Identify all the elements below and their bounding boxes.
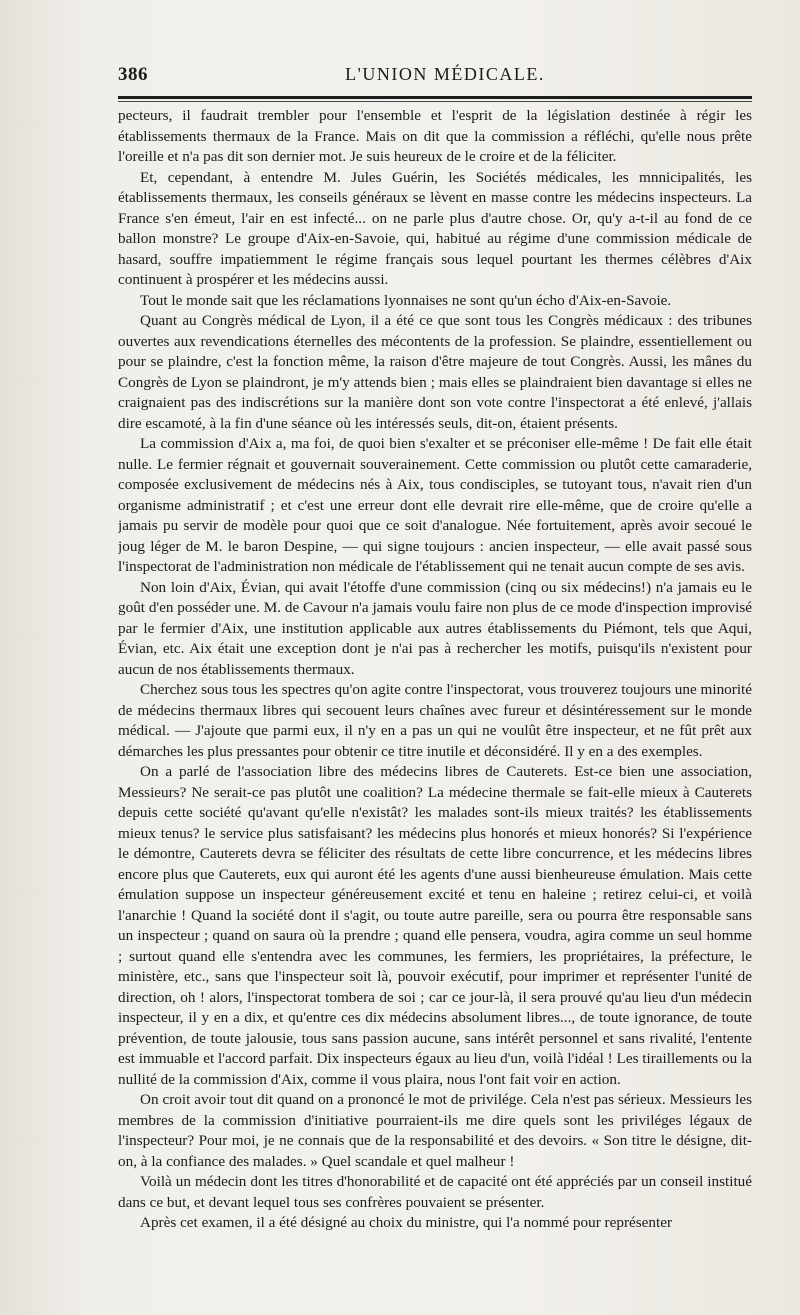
page-header bbox=[118, 62, 752, 92]
page-number: 386 bbox=[118, 64, 148, 85]
paragraph: Non loin d'Aix, Évian, qui avait l'étoffe d'une commission (cinq ou six médecins!) n'a jamais eu le goût d'en posséder une. M. de Cavour n'a jamais voulu faire non plus de ce mode d'inspection improvisé par le fermier d'Aix, une institution applicable aux autres établissements du Piémont, tels que Aqui, Évian, etc. Aix était une exception dont je n'ai pas à rechercher les motifs, puisqu'ils n'existent pour aucun de nos établissements thermaux. bbox=[118, 578, 752, 678]
paragraph: pecteurs, il faudrait trembler pour l'ensemble et l'esprit de la législation destinée à régir les établissements thermaux de la France. Mais on dit que la commission a réfléchi, qu'elle nous prête l'oreille et n'a pas dit son dernier mot. Je suis heureux de le croire et de la féliciter. bbox=[118, 107, 752, 165]
paragraph: Et, cependant, à entendre M. Jules Guérin, les Sociétés médicales, les mnnicipalités, les établissements thermaux, les conseils généraux se lèvent en masse contre les médecins inspecteurs. La France s'en émeut, l'air en est infecté... on ne parle plus d'autre chose. Or, qu'y a-t-il au fond de ce ballon monstre? Le groupe d'Aix-en-Savoie, qui, habitué au régime d'une commission médicale de hasard, souffre impatiemment le régime français sous lequel pourtant les thermes célèbres d'Aix continuent à prospérer et les médecins aussi. bbox=[118, 168, 752, 288]
paragraph: Tout le monde sait que les réclamations lyonnaises ne sont qu'un écho d'Aix-en-Savoie. bbox=[140, 291, 672, 309]
article-body bbox=[118, 106, 752, 1295]
paragraph: Quant au Congrès médical de Lyon, il a été ce que sont tous les Congrès médicaux : des tribunes ouvertes aux revendications éternelles des mécontents de la profession. Se plaindre, essentiellement ou pour se plaindre, c'est la fonction même, la raison d'être majeure de tout Congrès. Aussi, les mânes du Congrès de Lyon se plaindront, je m'y attends bien ; mais elles se plaindraient bien davantage si elles ne craignaient pas des indiscrétions sur la manière dont son vote contre l'inspectorat a été enlevé, j'allais dire escamoté, à la fin d'une séance où les intéressés seuls, dit-on, étaient présents. bbox=[118, 312, 752, 432]
paragraph: La commission d'Aix a, ma foi, de quoi bien s'exalter et se préconiser elle-même ! De fait elle était nulle. Le fermier régnait et gouvernait souverainement. Cette commission ou plutôt cette camaraderie, composée exclusivement de médecins nés à Aix, tous condisciples, se tutoyant tous, n'avait rien d'un organisme administratif ; et c'est une erreur dont elle devrait rire elle-même, que de croire qu'elle a jamais pu servir de modèle pour quoi que ce soit d'analogue. Née fortuitement, après avoir secoué le joug léger de M. le baron Despine, — qui signe toujours : ancien inspecteur, — elle avait passé sous l'inspectorat de l'administration non médicale de l'établissement qui ne tenait aucun compte de ses avis. bbox=[118, 435, 752, 575]
paragraph: On croit avoir tout dit quand on a prononcé le mot de privilége. Cela n'est pas sérieux. Messieurs les membres de la commission d'initiative pourraient-ils me dire quels sont les priviléges légaux de l'inspecteur? Pour moi, je ne connais que de la responsabilité et des devoirs. « Son titre le désigne, dit-on, à la confiance des malades. » Quel scandale et quel malheur ! bbox=[118, 1091, 752, 1170]
header-rule bbox=[118, 96, 752, 99]
header-rule-thin bbox=[118, 101, 752, 102]
paragraph: On a parlé de l'association libre des médecins libres de Cauterets. Est-ce bien une association, Messieurs? Ne serait-ce pas plutôt une coalition? La médecine thermale se fait-elle mieux à Cauterets depuis cette société qu'avant qu'elle n'existât? les malades sont-ils mieux traités? les établissements mieux tenus? le service plus satisfaisant? les médecins plus honorés et mieux honorés? Si l'expérience le démontre, Cauterets devra se féliciter des résultats de cette libre concurrence, et les médecins libres encore plus que Cauterets, eux qui auront été les agents d'une aussi bienheureuse émulation. Mais cette émulation suppose un inspecteur généreusement excité et tenu en haleine ; retirez celui-ci, et voilà l'anarchie ! Quand la société dont il s'agit, ou toute autre pareille, sera ou pourra être responsable sans un inspecteur ; quand on saura où la prendre ; quand elle pensera, voudra, agira comme un seul homme ; surtout quand elle s'entendra avec les communes, les fermiers, les propriétaires, la préfecture, le ministère, etc., sans que l'inspecteur soit là, pouvoir exécutif, pour imprimer et représenter l'unité de direction, oh ! alors, l'inspectorat tombera de soi ; car ce jour-là, il sera prouvé qu'au lieu d'un médecin inspecteur, il y en a dix, et qu'entre ces dix médecins absolument libres..., de toute ignorance, de toute prévention, de toute jalousie, tous sans passion aucune, sans intérêt personnel et sans rivalité, l'entente est immuable et l'accord parfait. Dix inspecteurs égaux au lieu d'un, voilà l'idéal ! Les tiraillements ou la nullité de la commission d'Aix, comme il vous plaira, nous l'ont fait voir en action. bbox=[118, 763, 752, 1088]
paragraph: Cherchez sous tous les spectres qu'on agite contre l'inspectorat, vous trouverez toujours une minorité de médecins thermaux libres qui secouent leurs chaînes avec fureur et désintéressement sur le monde médical. — J'ajoute que parmi eux, il n'y en a pas un qui ne voulût être inspecteur, et ne fût prêt aux démarches les plus pressantes pour obtenir ce titre inutile et déconsidéré. Il y en a des exemples. bbox=[118, 681, 752, 760]
paragraph: Après cet examen, il a été désigné au choix du ministre, qui l'a nommé pour représenter bbox=[140, 1214, 673, 1231]
paragraph: Voilà un médecin dont les titres d'honorabilité et de capacité ont été appréciés par un conseil institué dans ce but, et devant lequel tous ses confrères pouvaient se présenter. bbox=[118, 1173, 752, 1211]
running-title: L'UNION MÉDICALE. bbox=[345, 64, 545, 84]
